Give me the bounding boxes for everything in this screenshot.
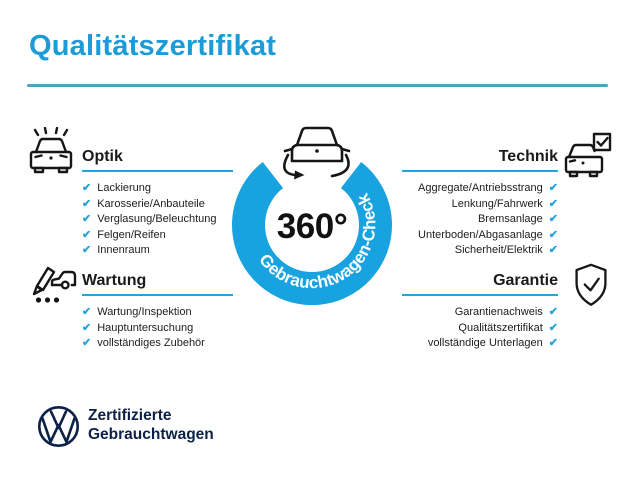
section-title: Garantie xyxy=(493,272,558,289)
check-item xyxy=(402,181,558,197)
check-item-label: Hauptuntersuchung xyxy=(97,321,194,334)
check-item xyxy=(402,197,558,213)
check-item-label: Unterboden/Abgasanlage xyxy=(418,228,543,241)
brand-line-2: Gebrauchtwagen xyxy=(88,426,214,443)
check-item xyxy=(402,228,558,244)
check-icon: ✔ xyxy=(82,244,92,256)
section-garantie xyxy=(402,270,558,352)
check-item-label: Verglasung/Beleuchtung xyxy=(97,213,217,225)
check-item xyxy=(82,336,233,352)
check-item-label: Qualitätszertifikat xyxy=(458,321,543,334)
section-divider xyxy=(402,294,558,296)
check-item xyxy=(82,228,233,244)
header-divider xyxy=(27,84,608,87)
check-icon: ✔ xyxy=(82,228,92,241)
check-list xyxy=(402,305,558,352)
section-wartung xyxy=(82,270,233,352)
section-technik xyxy=(402,146,558,259)
section-optik xyxy=(82,146,233,259)
check-item-label: Felgen/Reifen xyxy=(97,228,166,241)
badge-value: 360° xyxy=(276,207,348,246)
check-icon: ✔ xyxy=(82,182,92,194)
check-icon: ✔ xyxy=(548,244,558,256)
check-item-label: Lenkung/Fahrwerk xyxy=(451,197,543,210)
check-item-label: Garantienachweis xyxy=(454,306,543,318)
check-item xyxy=(82,321,233,337)
check-item-label: Wartung/Inspektion xyxy=(97,306,192,318)
check-item xyxy=(402,321,558,337)
check-item xyxy=(82,197,233,213)
shield-check-icon xyxy=(566,259,616,311)
check-item-label: Sicherheit/Elektrik xyxy=(454,244,543,256)
car-front-rays-icon xyxy=(24,127,78,179)
check-item xyxy=(82,243,233,259)
pencil-car-icon xyxy=(24,257,78,309)
check-list xyxy=(82,181,233,259)
section-title: Technik xyxy=(498,148,558,165)
check-item-label: Lackierung xyxy=(97,182,152,194)
section-divider xyxy=(82,294,233,296)
car-360-rotate-icon xyxy=(284,128,349,180)
check-item xyxy=(82,181,233,197)
check-icon: ✔ xyxy=(548,182,558,194)
section-title: Wartung xyxy=(82,272,147,289)
check-list xyxy=(402,181,558,259)
car-checkbox-icon xyxy=(561,129,617,181)
brand-claim xyxy=(88,406,214,444)
check-item xyxy=(402,212,558,228)
check-icon: ✔ xyxy=(82,321,92,334)
check-item xyxy=(402,305,558,321)
check-item-label: vollständiges Zubehör xyxy=(97,337,205,349)
check-icon: ✔ xyxy=(548,321,558,334)
check-item xyxy=(402,336,558,352)
check-item-label: Aggregate/Antriebsstrang xyxy=(418,182,543,194)
check-item-label: Karosserie/Anbauteile xyxy=(97,197,205,210)
check-item xyxy=(82,305,233,321)
section-divider xyxy=(402,170,558,172)
section-title: Optik xyxy=(82,148,123,165)
check-list xyxy=(82,305,233,352)
check-icon: ✔ xyxy=(548,197,558,210)
check-item-label: Bremsanlage xyxy=(477,213,543,225)
check-item-label: Innenraum xyxy=(97,244,150,256)
check-icon: ✔ xyxy=(82,213,92,225)
check-icon: ✔ xyxy=(82,197,92,210)
check-icon: ✔ xyxy=(82,306,92,318)
check-icon: ✔ xyxy=(548,337,558,349)
360-check-badge xyxy=(222,103,402,313)
check-icon: ✔ xyxy=(548,306,558,318)
section-divider xyxy=(82,170,233,172)
check-icon: ✔ xyxy=(548,228,558,241)
check-icon: ✔ xyxy=(82,337,92,349)
check-item xyxy=(82,212,233,228)
ring-label: Gebrauchtwagen-Check xyxy=(255,190,380,293)
brand-line-1: Zertifizierte xyxy=(88,407,172,424)
check-item xyxy=(402,243,558,259)
vw-roundel-icon xyxy=(36,404,81,449)
check-icon: ✔ xyxy=(548,213,558,225)
check-item-label: vollständige Unterlagen xyxy=(427,337,543,349)
page-title: Qualitätszertifikat xyxy=(29,30,277,62)
